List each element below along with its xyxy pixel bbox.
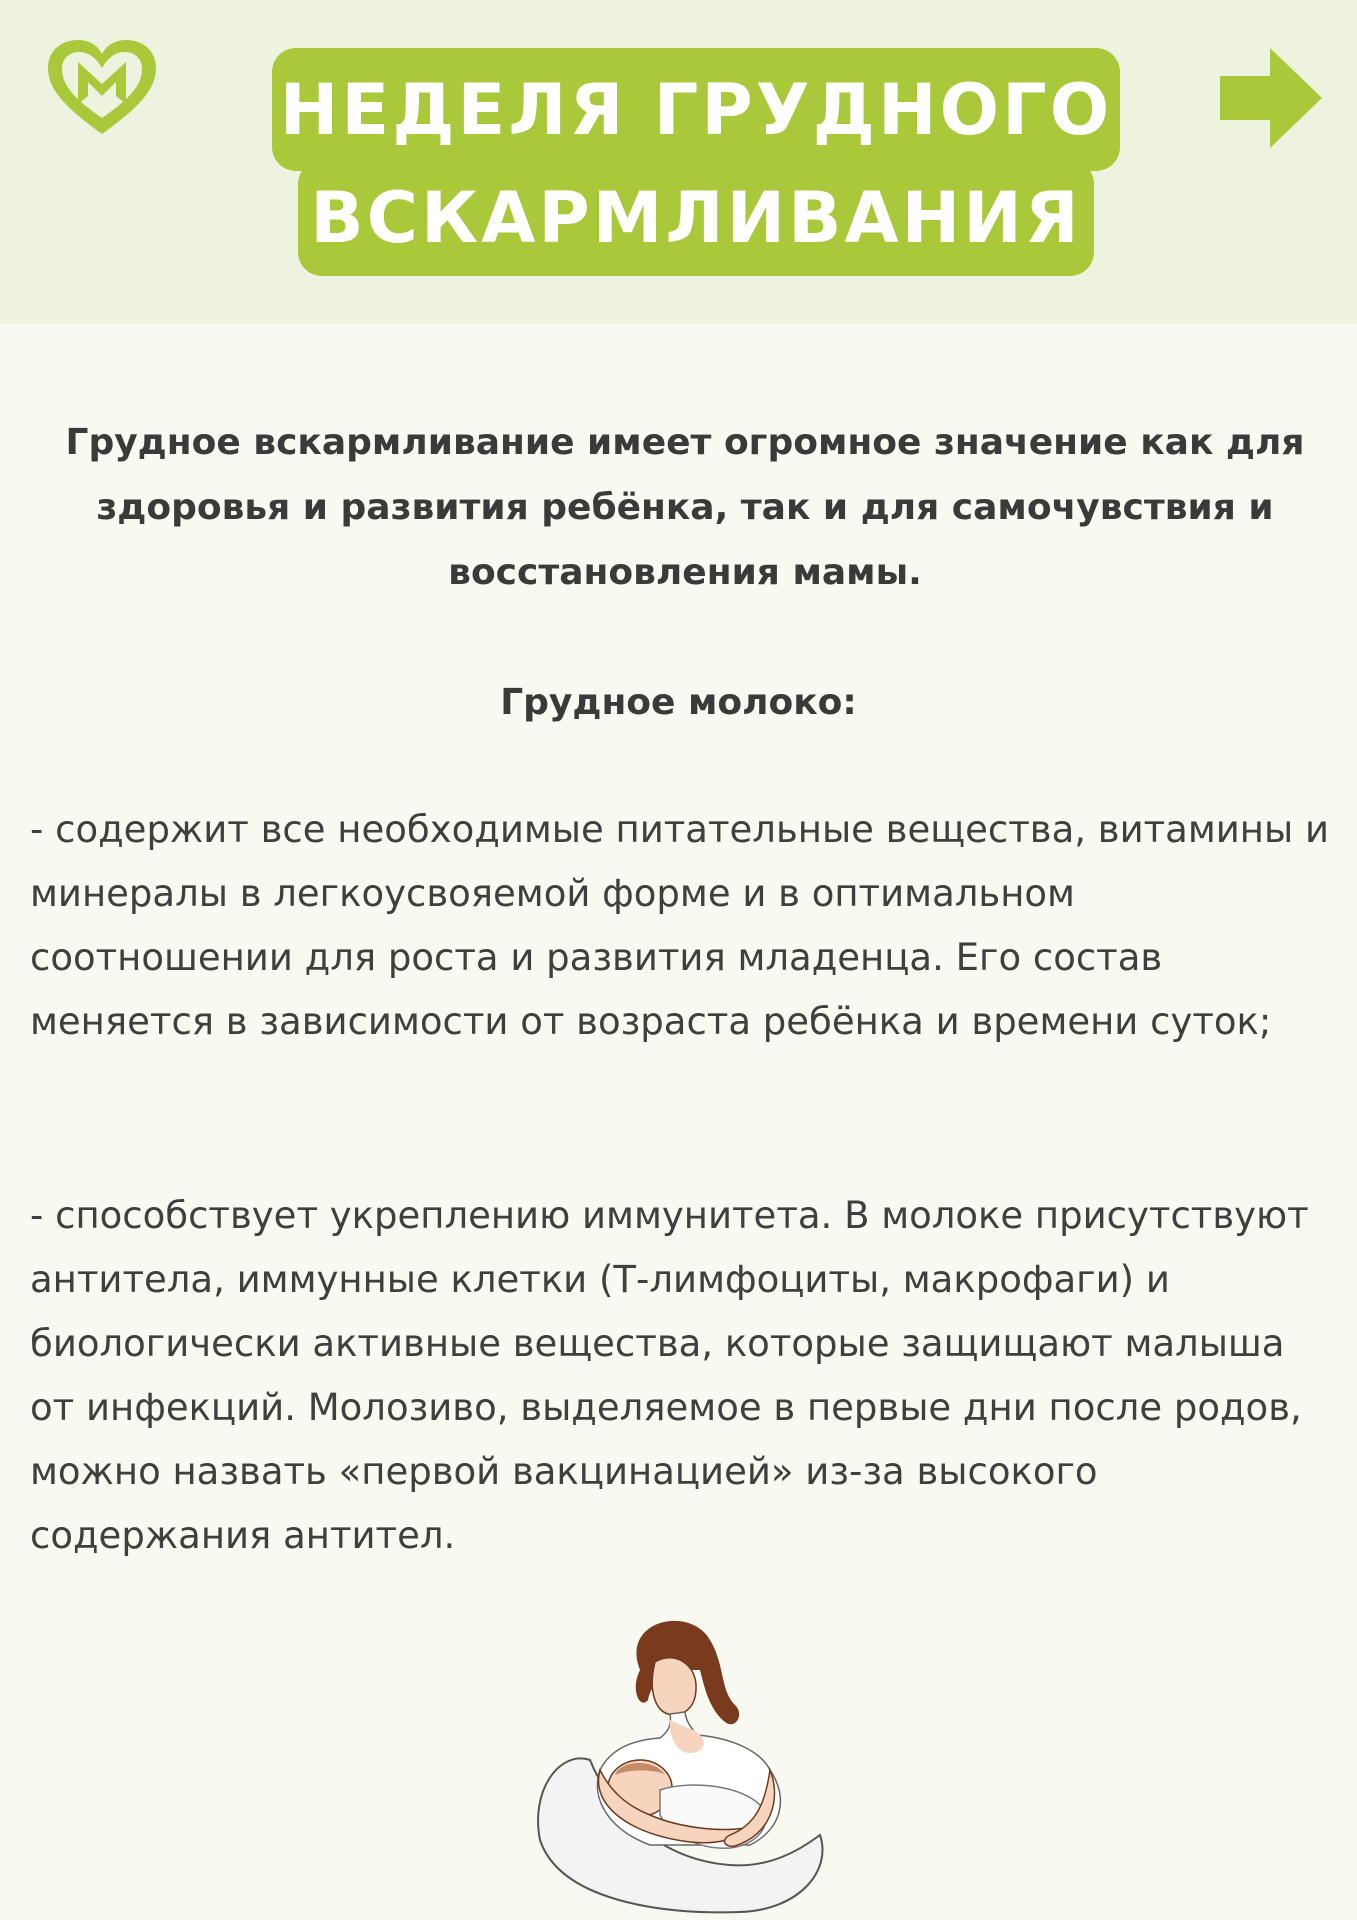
paragraph-nutrients: - содержит все необходимые питательные вещества, витамины и минералы в легкоусвояемой форме и в оптимальном соотношении для роста и развития младенца. Его состав меняется в зависимости от возраста ребёнка и времени суток; xyxy=(30,808,1330,1043)
header-band xyxy=(0,0,1357,324)
intro-text: Грудное вскармливание имеет огромное значение как для здоровья и развития ребёнка, так и для самочувствия и восстановления мамы. xyxy=(65,422,1305,593)
page-title-line-1: НЕДЕЛЯ ГРУДНОГО xyxy=(272,48,1120,171)
section-subheading: Грудное молоко: xyxy=(500,682,857,723)
paragraph-immunity: - способствует укреплению иммунитета. В молоке присутствуют антитела, иммунные клетки (Т-лимфоциты, макрофаги) и биологически активные вещества, которые защищают малыша от инфекций. Молозиво, выделяемое в первые дни после родов, можно назвать «первой вакцинацией» из-за высокого содержания антител. xyxy=(30,1194,1309,1557)
page-title-line-2: ВСКАРМЛИВАНИЯ xyxy=(298,160,1094,276)
breastfeeding-mother-illustration xyxy=(520,1610,840,1915)
arrow-right-icon[interactable] xyxy=(1218,46,1324,150)
heart-m-logo-icon xyxy=(46,38,158,138)
